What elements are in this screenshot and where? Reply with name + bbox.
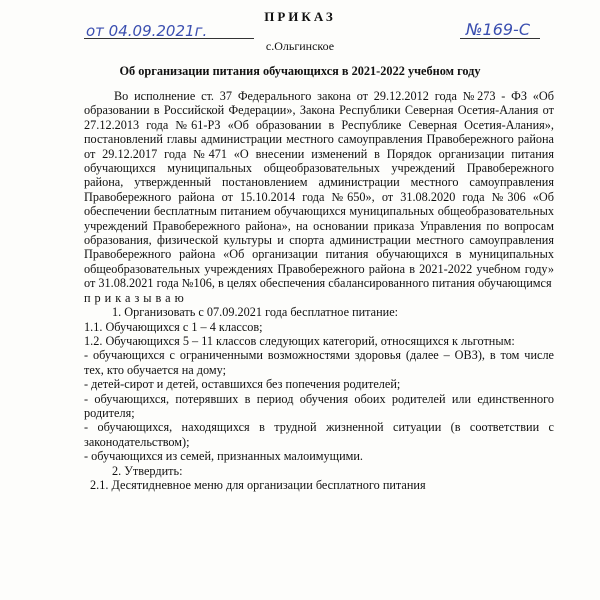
order-word: приказываю [84,290,188,305]
document-heading: Об организации питания обучающихся в 2021-2022 учебном году [119,64,481,78]
place-name: с.Ольгинское [265,39,335,53]
handwritten-number: №169-С [465,20,530,39]
category-4: - обучающихся, находящихся в трудной жизненной ситуации (в соответствии с законодательством); [84,420,554,449]
item-1: 1. Организовать с 07.09.2021 года бесплатное питание: [112,305,399,320]
category-3: - обучающихся, потерявших в период обучения обоих родителей или единственного родителя; [84,391,554,420]
document-body [84,89,554,492]
preamble-paragraph: Во исполнение ст. 37 Федерального закона от 29.12.2012 года №273 - ФЗ «Об образовании в Российской Федерации», Закона Республики Северная Осетия-Алания от 27.12.2013 года №61-РЗ «Об образовании в Республике Северная Осетия-Алания», постановлений главы администрации местного самоуправления Правобережного района от 29.12.2017 года №471 «О внесении изменений в Порядок организации питания обучающихся муниципальных общеобразовательных учреждений Правобережного района, утвержденный постановлением администрации местного самоуправления Правобережного района от 15.10.2014 года №650», от 31.08.2020 года №306 «Об обеспечении бесплатным питанием обучающихся муниципальных общеобразовательных учреждений Правобережного района», на основании приказа Управления по вопросам образования, физической культуры и спорта администрации местного самоуправления Правобережного района «Об организации питания обучающихся в муниципальных общеобразовательных учреждениях Правобережного района в 2021-2022 учебном году» от 31.08.2021 года №106, в целях обеспечения сбалансированного питания обучающимся [84,89,554,291]
handwritten-date: от 04.09.2021г. [86,22,208,40]
category-5: - обучающихся из семей, признанных малоимущими. [84,449,363,464]
item-2-1: 2.1. Десятидневное меню для организации бесплатного питания [90,477,426,492]
category-1: - обучающихся с ограниченными возможностями здоровья (далее – ОВЗ), в том числе тех, кто обучается на дому; [84,348,554,377]
category-2: - детей-сирот и детей, оставшихся без попечения родителей; [84,377,401,392]
item-1-1: 1.1. Обучающихся с 1 – 4 классов; [84,319,263,334]
document-title: ПРИКАЗ [264,9,336,24]
item-2: 2. Утвердить: [112,463,183,478]
item-1-2: 1.2. Обучающихся 5 – 11 классов следующих категорий, относящихся к льготным: [84,333,515,348]
